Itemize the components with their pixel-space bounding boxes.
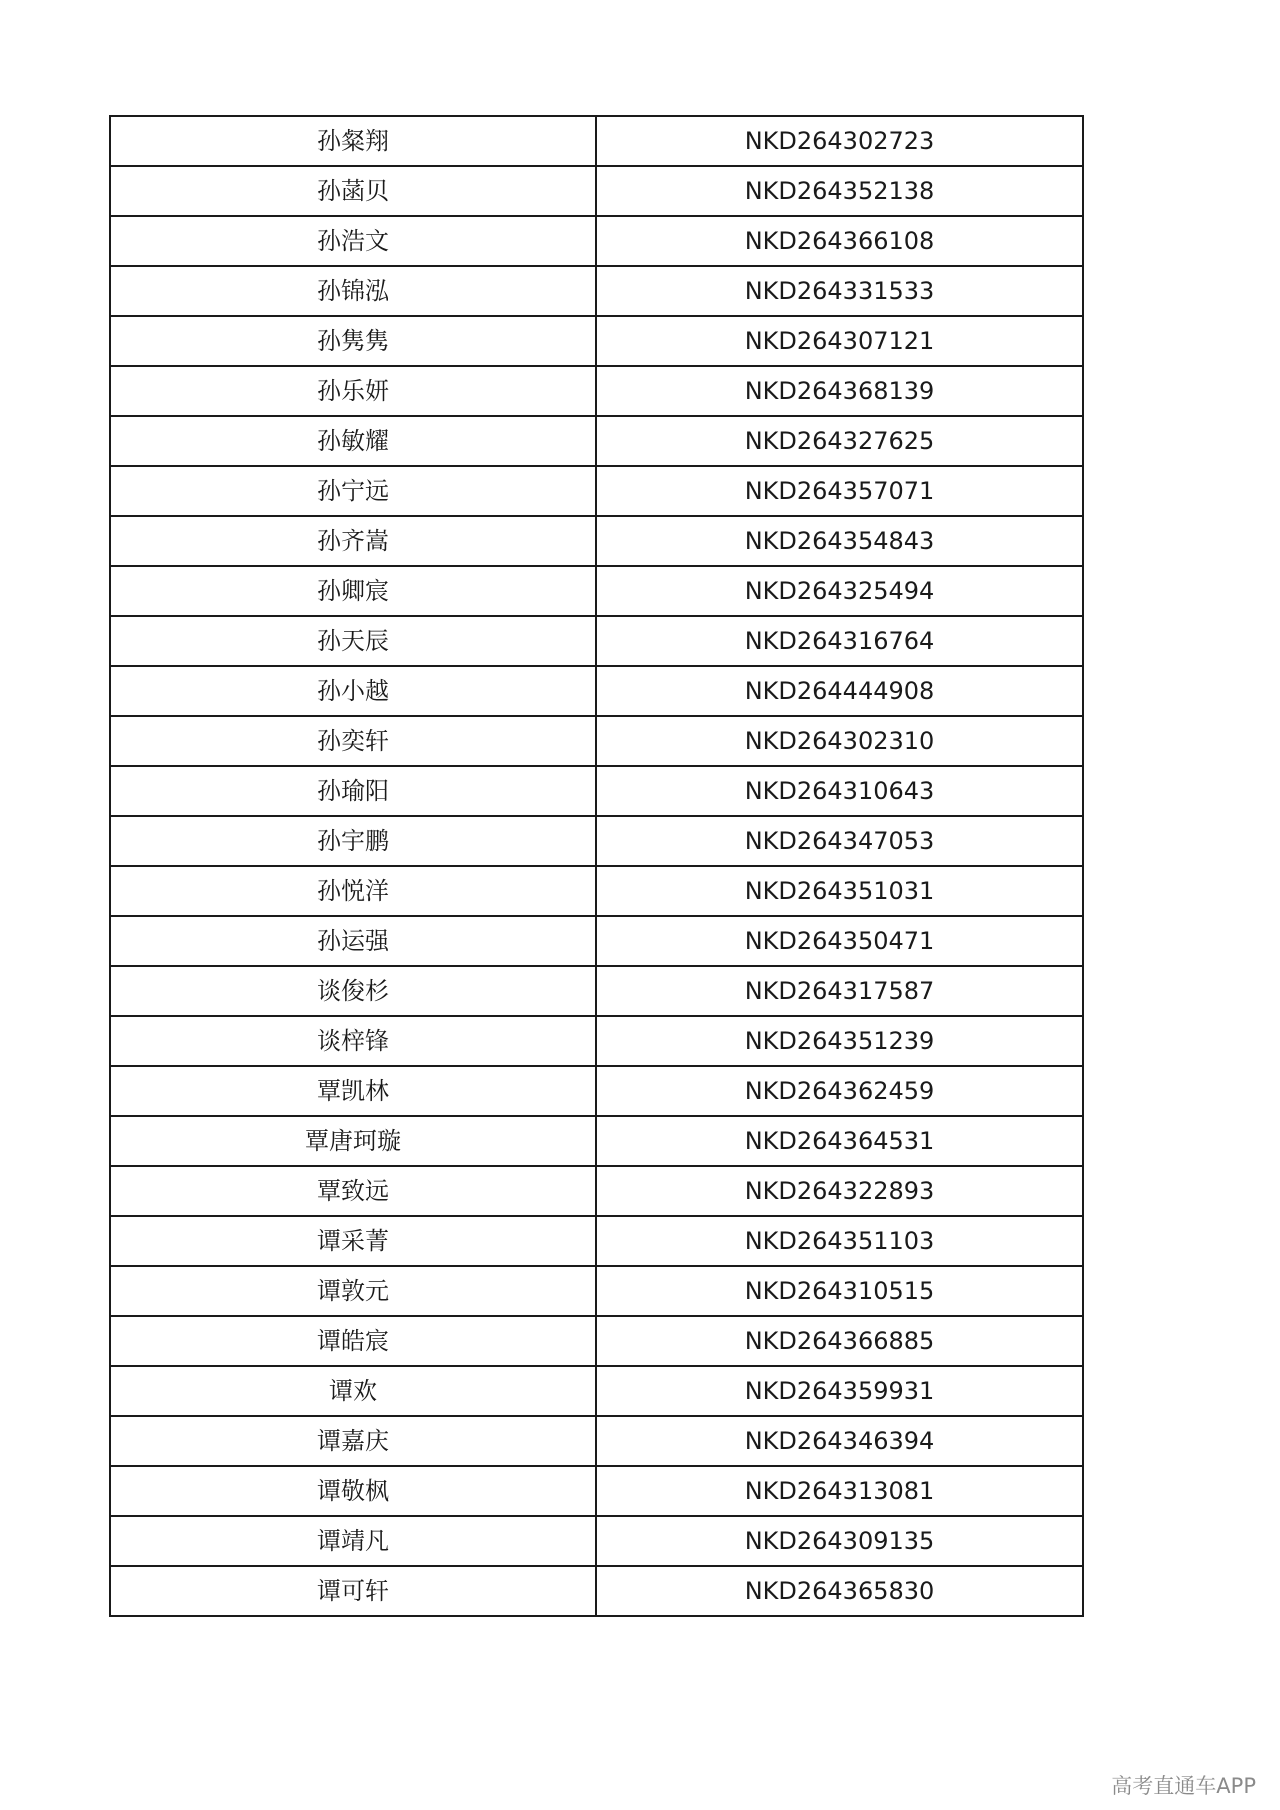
student-id-cell: NKD264313081 xyxy=(596,1466,1083,1516)
table-row xyxy=(110,266,1083,316)
student-name-cell: 孙粲翔 xyxy=(110,116,596,166)
student-id-cell: NKD264347053 xyxy=(596,816,1083,866)
student-name-cell: 孙悦洋 xyxy=(110,866,596,916)
student-name-cell: 孙锦泓 xyxy=(110,266,596,316)
student-name-cell: 孙宁远 xyxy=(110,466,596,516)
student-id-cell: NKD264366108 xyxy=(596,216,1083,266)
table-row xyxy=(110,516,1083,566)
table-row xyxy=(110,1116,1083,1166)
table-row xyxy=(110,1266,1083,1316)
student-name-cell: 孙浩文 xyxy=(110,216,596,266)
table-row xyxy=(110,1566,1083,1616)
table-row xyxy=(110,816,1083,866)
student-name-cell: 覃致远 xyxy=(110,1166,596,1216)
student-name-cell: 谈梓锋 xyxy=(110,1016,596,1066)
table-row xyxy=(110,1166,1083,1216)
student-id-cell: NKD264302723 xyxy=(596,116,1083,166)
table-row xyxy=(110,216,1083,266)
student-name-cell: 孙天辰 xyxy=(110,616,596,666)
table-row xyxy=(110,766,1083,816)
table-row xyxy=(110,716,1083,766)
table-row xyxy=(110,366,1083,416)
student-name-cell: 孙宇鹏 xyxy=(110,816,596,866)
table-row xyxy=(110,1016,1083,1066)
watermark-text: 高考直通车APP xyxy=(1111,1774,1256,1798)
student-id-cell: NKD264364531 xyxy=(596,1116,1083,1166)
table-row xyxy=(110,1366,1083,1416)
student-name-cell: 孙乐妍 xyxy=(110,366,596,416)
student-id-cell: NKD264354843 xyxy=(596,516,1083,566)
student-name-cell: 谭敬枫 xyxy=(110,1466,596,1516)
table-row xyxy=(110,566,1083,616)
student-id-cell: NKD264317587 xyxy=(596,966,1083,1016)
student-id-cell: NKD264359931 xyxy=(596,1366,1083,1416)
student-id-cell: NKD264310643 xyxy=(596,766,1083,816)
student-id-cell: NKD264346394 xyxy=(596,1416,1083,1466)
student-id-cell: NKD264310515 xyxy=(596,1266,1083,1316)
table-row xyxy=(110,466,1083,516)
table-row xyxy=(110,916,1083,966)
table-row xyxy=(110,1066,1083,1116)
table-row xyxy=(110,1416,1083,1466)
student-name-cell: 覃唐珂璇 xyxy=(110,1116,596,1166)
student-name-cell: 谭可轩 xyxy=(110,1566,596,1616)
table-row xyxy=(110,116,1083,166)
student-id-cell: NKD264316764 xyxy=(596,616,1083,666)
table-row xyxy=(110,1316,1083,1366)
student-id-cell: NKD264357071 xyxy=(596,466,1083,516)
student-name-cell: 孙小越 xyxy=(110,666,596,716)
student-id-cell: NKD264325494 xyxy=(596,566,1083,616)
student-name-cell: 谭靖凡 xyxy=(110,1516,596,1566)
student-id-cell: NKD264327625 xyxy=(596,416,1083,466)
student-name-cell: 谭欢 xyxy=(110,1366,596,1416)
table-row xyxy=(110,1466,1083,1516)
roster-table xyxy=(109,115,1084,1617)
student-name-cell: 谈俊杉 xyxy=(110,966,596,1016)
student-id-cell: NKD264362459 xyxy=(596,1066,1083,1116)
table-row xyxy=(110,416,1083,466)
student-name-cell: 覃凯林 xyxy=(110,1066,596,1116)
student-name-cell: 孙奕轩 xyxy=(110,716,596,766)
table-row xyxy=(110,1216,1083,1266)
student-id-cell: NKD264322893 xyxy=(596,1166,1083,1216)
student-id-cell: NKD264366885 xyxy=(596,1316,1083,1366)
student-id-cell: NKD264351239 xyxy=(596,1016,1083,1066)
student-name-cell: 谭嘉庆 xyxy=(110,1416,596,1466)
student-name-cell: 孙齐嵩 xyxy=(110,516,596,566)
student-name-cell: 谭采菁 xyxy=(110,1216,596,1266)
student-name-cell: 孙隽隽 xyxy=(110,316,596,366)
table-row xyxy=(110,616,1083,666)
table-row xyxy=(110,166,1083,216)
student-name-cell: 谭敦元 xyxy=(110,1266,596,1316)
student-id-cell: NKD264368139 xyxy=(596,366,1083,416)
student-name-cell: 孙敏耀 xyxy=(110,416,596,466)
student-id-cell: NKD264350471 xyxy=(596,916,1083,966)
roster-table-body xyxy=(110,116,1083,1616)
student-name-cell: 孙菡贝 xyxy=(110,166,596,216)
table-row xyxy=(110,1516,1083,1566)
student-id-cell: NKD264444908 xyxy=(596,666,1083,716)
table-row xyxy=(110,316,1083,366)
table-row xyxy=(110,966,1083,1016)
student-id-cell: NKD264309135 xyxy=(596,1516,1083,1566)
student-name-cell: 谭皓宸 xyxy=(110,1316,596,1366)
student-name-cell: 孙卿宸 xyxy=(110,566,596,616)
student-id-cell: NKD264352138 xyxy=(596,166,1083,216)
student-id-cell: NKD264307121 xyxy=(596,316,1083,366)
student-id-cell: NKD264331533 xyxy=(596,266,1083,316)
student-id-cell: NKD264351103 xyxy=(596,1216,1083,1266)
student-name-cell: 孙运强 xyxy=(110,916,596,966)
student-id-cell: NKD264351031 xyxy=(596,866,1083,916)
student-id-cell: NKD264365830 xyxy=(596,1566,1083,1616)
student-name-cell: 孙瑜阳 xyxy=(110,766,596,816)
table-row xyxy=(110,666,1083,716)
table-row xyxy=(110,866,1083,916)
student-id-cell: NKD264302310 xyxy=(596,716,1083,766)
